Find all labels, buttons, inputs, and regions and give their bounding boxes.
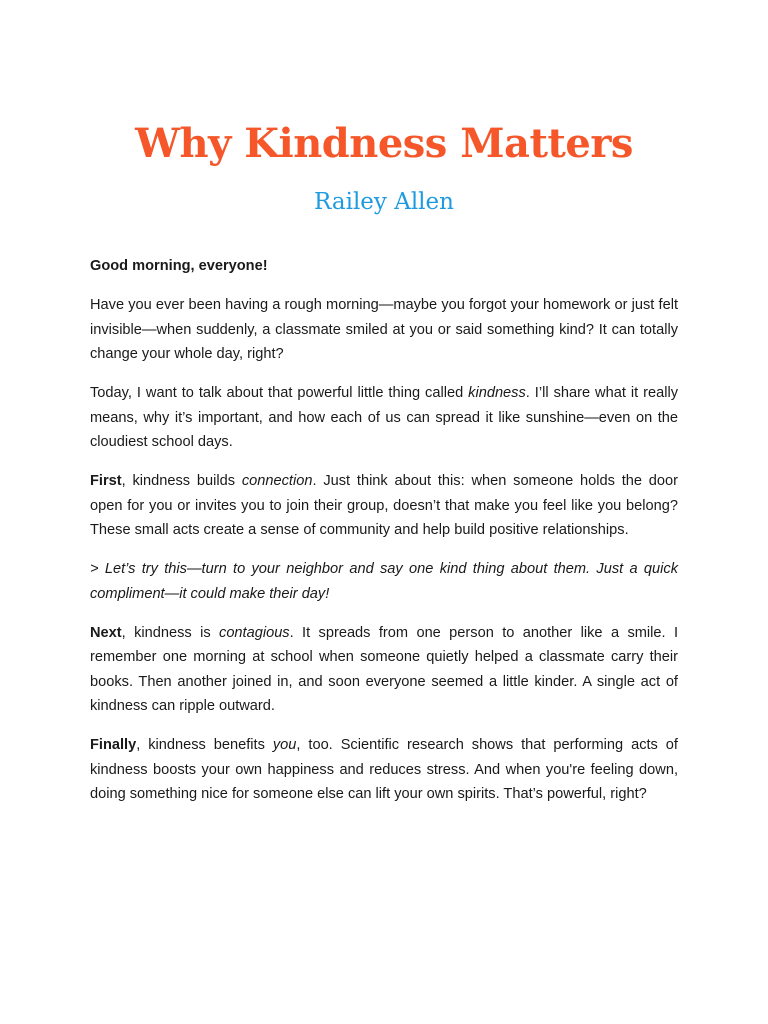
paragraph-first-point	[90, 469, 678, 543]
lead-word-finally: Finally	[90, 737, 137, 753]
paragraph-next-text-rest: . It spreads from one person to another like a smile. I remember one morning at school when someone quietly helped a classmate carry their books. Then another joined in, and soon everyone seemed a little kinder. A single act of kindness can ripple outward.	[90, 624, 679, 714]
paragraph-final-text-rest: , too. Scientific research shows that performing acts of kindness boosts your own happiness and reduces stress. And when you're feeling down, doing something nice for someone else can lift your own spirits. That’s powerful, right?	[90, 737, 678, 802]
paragraph-topic-text: Today, I want to talk about that powerful little thing called	[90, 385, 469, 401]
emphasis-you: you	[272, 737, 297, 753]
paragraph-intro-question: Have you ever been having a rough morning—maybe you forgot your homework or just felt invisible—when suddenly, a classmate smiled at you or said something kind? It can totally change your whole day, right?	[90, 297, 678, 362]
emphasis-contagious: contagious	[219, 624, 290, 641]
paragraph-final-text: , kindness benefits	[136, 737, 273, 753]
greeting-paragraph: Good morning, everyone!	[90, 258, 268, 274]
paragraph-next-text: , kindness is	[121, 624, 220, 641]
lead-word-next: Next	[90, 624, 122, 641]
paragraph-first-text: , kindness builds	[121, 473, 242, 489]
emphasis-connection: connection	[241, 473, 313, 489]
paragraph-topic-text-rest: . I’ll share what it really means, why it’s important, and how each of us can spread it like sunshine—even on the cloudiest school days.	[90, 385, 678, 450]
document-title: Why Kindness Matters	[135, 120, 633, 167]
author-name: Railey Allen	[314, 189, 454, 215]
emphasis-kindness: kindness	[468, 385, 526, 401]
paragraph-next-point	[90, 621, 678, 719]
paragraph-final-point	[90, 733, 678, 807]
activity-prompt: > Let’s try this—turn to your neighbor and say one kind thing about them. Just a quick compliment—it could make their day!	[90, 561, 678, 602]
paragraph-first-text-rest: . Just think about this: when someone holds the door open for you or invites you to join their group, doesn’t that make you feel like you belong? These small acts create a sense of community and help build positive relationships.	[90, 473, 679, 538]
lead-word-first: First	[90, 473, 122, 489]
speech-body	[90, 254, 678, 821]
paragraph-topic	[90, 381, 678, 455]
